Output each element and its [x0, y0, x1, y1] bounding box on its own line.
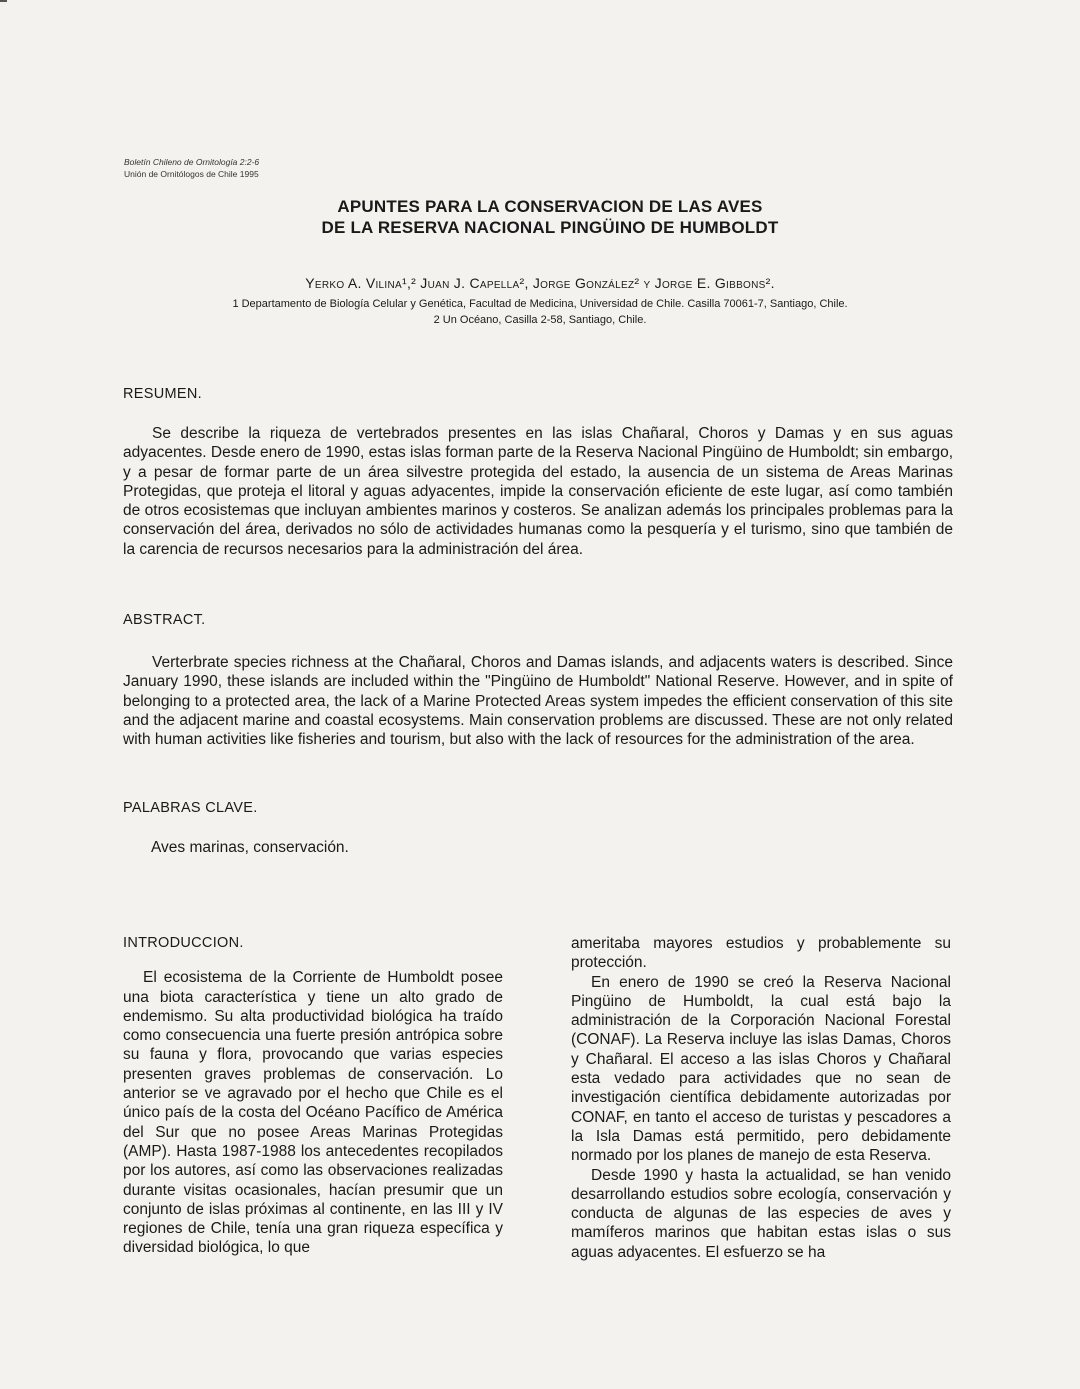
- title-line-1: APUNTES PARA LA CONSERVACION DE LAS AVES: [337, 197, 763, 216]
- journal-citation: [124, 156, 259, 180]
- intro-paragraph-3: Desde 1990 y hasta la actualidad, se han venido desarrollando estudios sobre ecología, conservación y conducta de algunas de las especies de aves y mamíferos marinos que habitan estas islas o sus aguas adyacentes. El esfuerzo se ha: [571, 1166, 951, 1261]
- journal-line-2: Unión de Ornitólogos de Chile 1995: [124, 169, 259, 179]
- affiliation-1: 1 Departamento de Biología Celular y Genética, Facultad de Medicina, Universidad de Chile. Casilla 70061-7, Santiago, Chile.: [232, 298, 848, 310]
- keywords-text: Aves marinas, conservación.: [151, 839, 349, 856]
- intro-paragraph-1-continued: ameritaba mayores estudios y probablemente su protección.: [571, 935, 951, 972]
- title-line-2: DE LA RESERVA NACIONAL PINGÜINO DE HUMBOLDT: [321, 218, 779, 237]
- article-title: [160, 196, 940, 238]
- intro-right-column: [571, 934, 951, 1262]
- abstract-text: Verterbrate species richness at the Chañaral, Choros and Damas islands, and adjacents waters is described. Since January 1990, these islands are included within the "Pingüino de Humboldt" National Reserve. However, and in spite of belonging to a protected area, the lack of a Marine Protected Areas system impedes the efficient conservation of this site and the adjacent marine and coastal ecosystems. Main conservation problems are discussed. These are not only related with human activities like fisheries and tourism, but also with the lack of resources for the administration of the area.: [123, 654, 953, 749]
- intro-paragraph-2: En enero de 1990 se creó la Reserva Nacional Pingüino de Humboldt, la cual está bajo la administración de la Corporación Nacional Forestal (CONAF). La Reserva incluye las islas Damas, Choros y Chañaral. El acceso a las islas Choros y Chañaral esta vedado para actividades que no sean de investigación científica debidamente autorizadas por CONAF, en tanto el acceso de turistas y pescadores a la Isla Damas está permitido, pero debidamente normado por los planes de manejo de esta Reserva.: [571, 973, 951, 1165]
- resumen-text: Se describe la riqueza de vertebrados presentes en las islas Chañaral, Choros y Damas y en sus aguas adyacentes. Desde enero de 1990, estas islas forman parte de la Reserva Nacional Pingüino de Humboldt; sin embargo, y a pesar de formar parte de un área silvestre protegida del estado, la ausencia de un sistema de Areas Marinas Protegidas, que proteja el litoral y aguas adyacentes, impide la conservación eficiente de este lugar, así como también de otros ecosistemas que incluyan ambientes marinos y costeros. Se analizan además los principales problemas para la conservación del área, derivados no sólo de actividades humanas como la pesquería y el turismo, sino que también de la carencia de recursos necesarios para la administración del área.: [123, 425, 953, 558]
- scan-mark: [0, 0, 7, 2]
- affiliations: [100, 296, 980, 328]
- intro-left-column: [123, 934, 503, 1258]
- journal-line-1: Boletín Chileno de Ornitología 2:2-6: [124, 157, 260, 167]
- abstract-heading: ABSTRACT.: [123, 612, 206, 628]
- affiliation-2: 2 Un Océano, Casilla 2-58, Santiago, Chile.: [433, 314, 647, 326]
- resumen-heading: RESUMEN.: [123, 386, 202, 402]
- intro-heading: INTRODUCCION.: [123, 935, 244, 951]
- intro-paragraph-1: El ecosistema de la Corriente de Humboldt posee una biota característica y tiene un alto grado de endemismo. Su alta productividad biológica ha traído como consecuencia una fuerte presión antrópica sobre su fauna y flora, provocando que varias especies presenten graves problemas de conservación. Lo anterior se ve agravado por el hecho que Chile es el único país de la costa del Océano Pacífico de América del Sur que no posee Areas Marinas Protegidas (AMP). Hasta 1987-1988 los antecedentes recopilados por los autores, así como las observaciones realizadas durante visitas ocasionales, hacían presumir que un conjunto de islas próximas al continente, en las III y IV regiones de Chile, tenía una gran riqueza específica y diversidad biológica, lo que: [123, 969, 503, 1257]
- authors: Yerko A. Vilina¹,² Juan J. Capella², Jorge González² y Jorge E. Gibbons².: [305, 275, 775, 291]
- keywords-heading: PALABRAS CLAVE.: [123, 800, 258, 816]
